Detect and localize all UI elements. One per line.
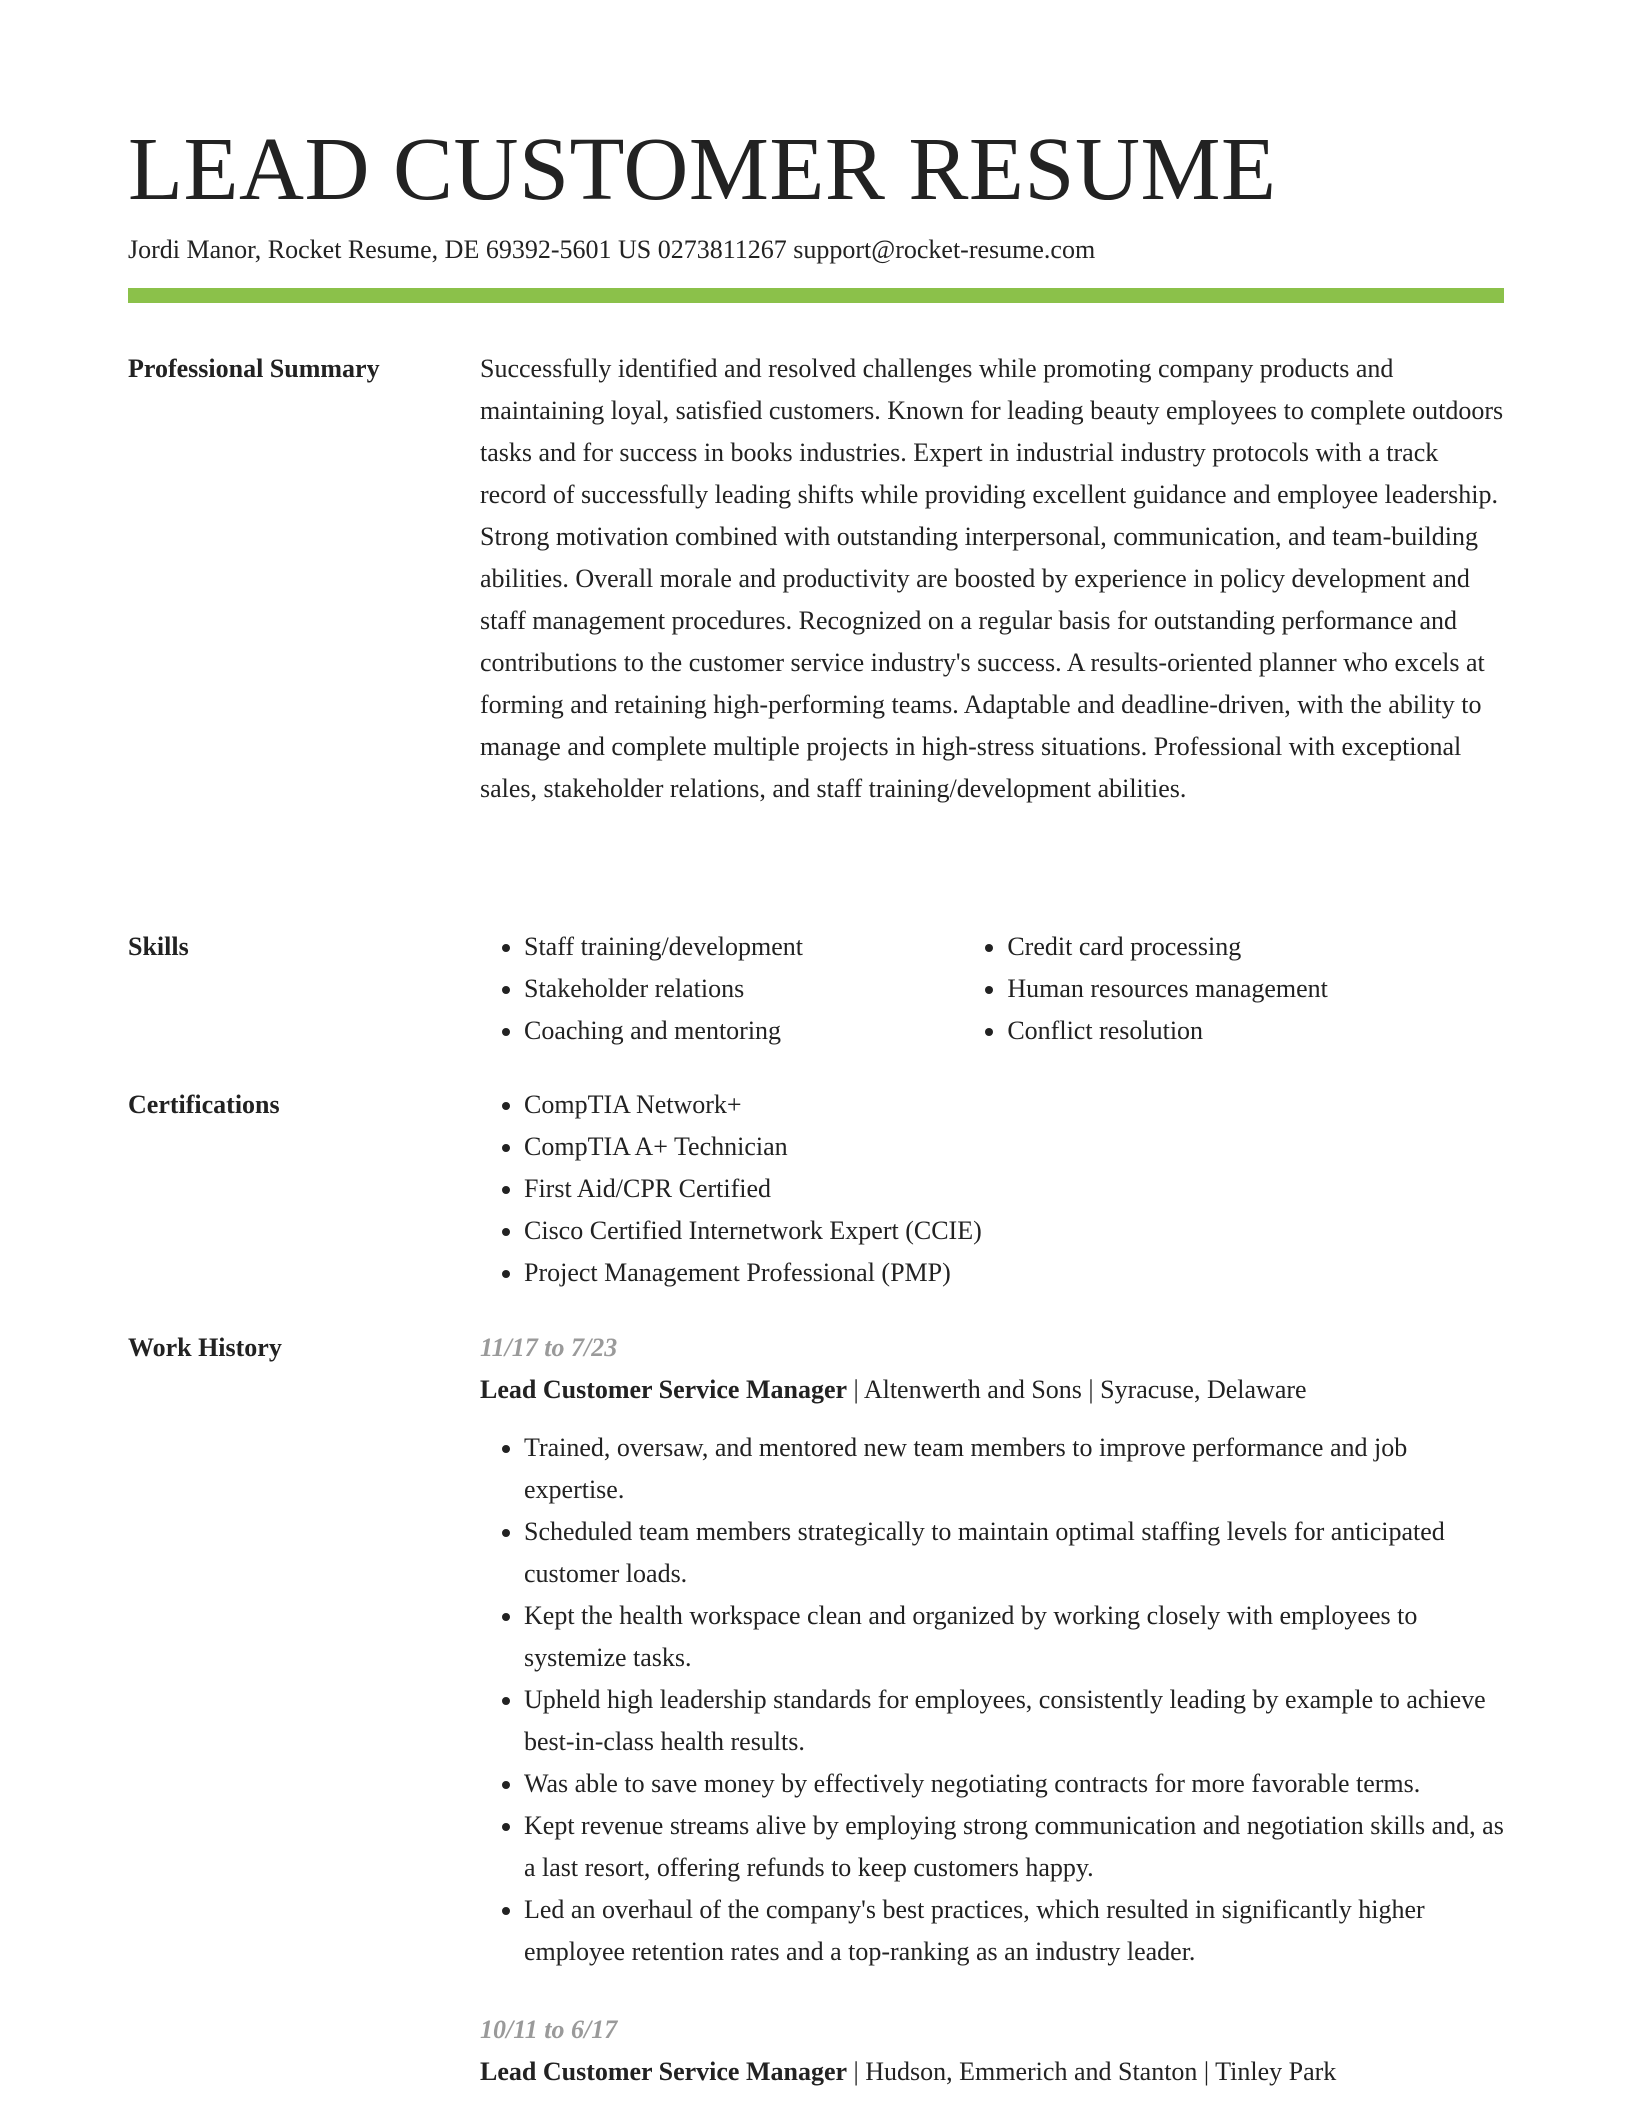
job-bullet: • Led an overhaul of the company's best practices, which resulted in significantly higher employee retention rates and a top-ranking as an industry leader.	[524, 1889, 1504, 1973]
job-bullet: • Upheld high leadership standards for employees, consistently leading by example to achieve best-in-class health results.	[524, 1679, 1504, 1763]
job-bullet: • Kept the health workspace clean and organized by working closely with employees to systemize tasks.	[524, 1595, 1504, 1679]
section-label-work: Work History	[128, 1333, 282, 1362]
section-label-skills: Skills	[128, 932, 189, 961]
certifications-body	[480, 1084, 1504, 1294]
skills-list-right	[963, 926, 1504, 1052]
work-history-body	[480, 1327, 1504, 2093]
job-employer-location: | Hudson, Emmerich and Stanton | Tinley Park	[847, 2057, 1337, 2086]
skills-list-left	[480, 926, 963, 1052]
certification-item: • CompTIA A+ Technician	[524, 1126, 1504, 1168]
job-title: Lead Customer Service Manager	[480, 2057, 848, 2086]
skill-item: • Staff training/development	[524, 926, 963, 968]
contact-line: Jordi Manor, Rocket Resume, DE 69392-5601 US 0273811267 support@rocket-resume.com	[128, 235, 1096, 264]
resume-header	[128, 118, 1504, 303]
skill-item: • Human resources management	[1007, 968, 1504, 1010]
certification-item: • Cisco Certified Internetwork Expert (CCIE)	[524, 1210, 1504, 1252]
section-label-summary: Professional Summary	[128, 354, 380, 383]
job-title: Lead Customer Service Manager	[480, 1375, 848, 1404]
job-dates: 10/11 to 6/17	[480, 2015, 618, 2044]
resume-title: LEAD CUSTOMER RESUME	[128, 120, 1277, 219]
job-bullet: • Was able to save money by effectively negotiating contracts for more favorable terms.	[524, 1763, 1504, 1805]
job-heading	[480, 1369, 1504, 1411]
job-bullet: • Scheduled team members strategically to maintain optimal staffing levels for anticipated customer loads.	[524, 1511, 1504, 1595]
skill-item: • Coaching and mentoring	[524, 1010, 963, 1052]
job-bullet: • Trained, oversaw, and mentored new team members to improve performance and job expertise.	[524, 1427, 1504, 1511]
skill-item: • Conflict resolution	[1007, 1010, 1504, 1052]
job-entry	[480, 1327, 1504, 1973]
accent-divider	[128, 288, 1504, 303]
section-label-certifications: Certifications	[128, 1090, 280, 1119]
skill-item: • Credit card processing	[1007, 926, 1504, 968]
job-entry	[480, 2009, 1504, 2093]
summary-text: Successfully identified and resolved challenges while promoting company products and maintaining loyal, satisfied customers. Known for leading beauty employees to complete outdoors tasks and for success in books industries. Expert in industrial industry protocols with a track record of successfully leading shifts while providing excellent guidance and employee leadership. Strong motivation combined with outstanding interpersonal, communication, and team-building abilities. Overall morale and productivity are boosted by experience in policy development and staff management procedures. Recognized on a regular basis for outstanding performance and contributions to the customer service industry's success. A results-oriented planner who excels at forming and retaining high-performing teams. Adaptable and deadline-driven, with the ability to manage and complete multiple projects in high-stress situations. Professional with exceptional sales, stakeholder relations, and staff training/development abilities.	[480, 354, 1504, 803]
certification-item: • First Aid/CPR Certified	[524, 1168, 1504, 1210]
job-bullets	[480, 1427, 1504, 1973]
certification-item: • CompTIA Network+	[524, 1084, 1504, 1126]
certifications-list	[480, 1084, 1504, 1294]
job-employer-location: | Altenwerth and Sons | Syracuse, Delaware	[847, 1375, 1307, 1404]
job-dates: 11/17 to 7/23	[480, 1333, 618, 1362]
skill-item: • Stakeholder relations	[524, 968, 963, 1010]
job-bullet: • Kept revenue streams alive by employing strong communication and negotiation skills and, as a last resort, offering refunds to keep customers happy.	[524, 1805, 1504, 1889]
skills-columns	[480, 926, 1504, 1052]
job-heading	[480, 2051, 1504, 2093]
certification-item: • Project Management Professional (PMP)	[524, 1252, 1504, 1294]
